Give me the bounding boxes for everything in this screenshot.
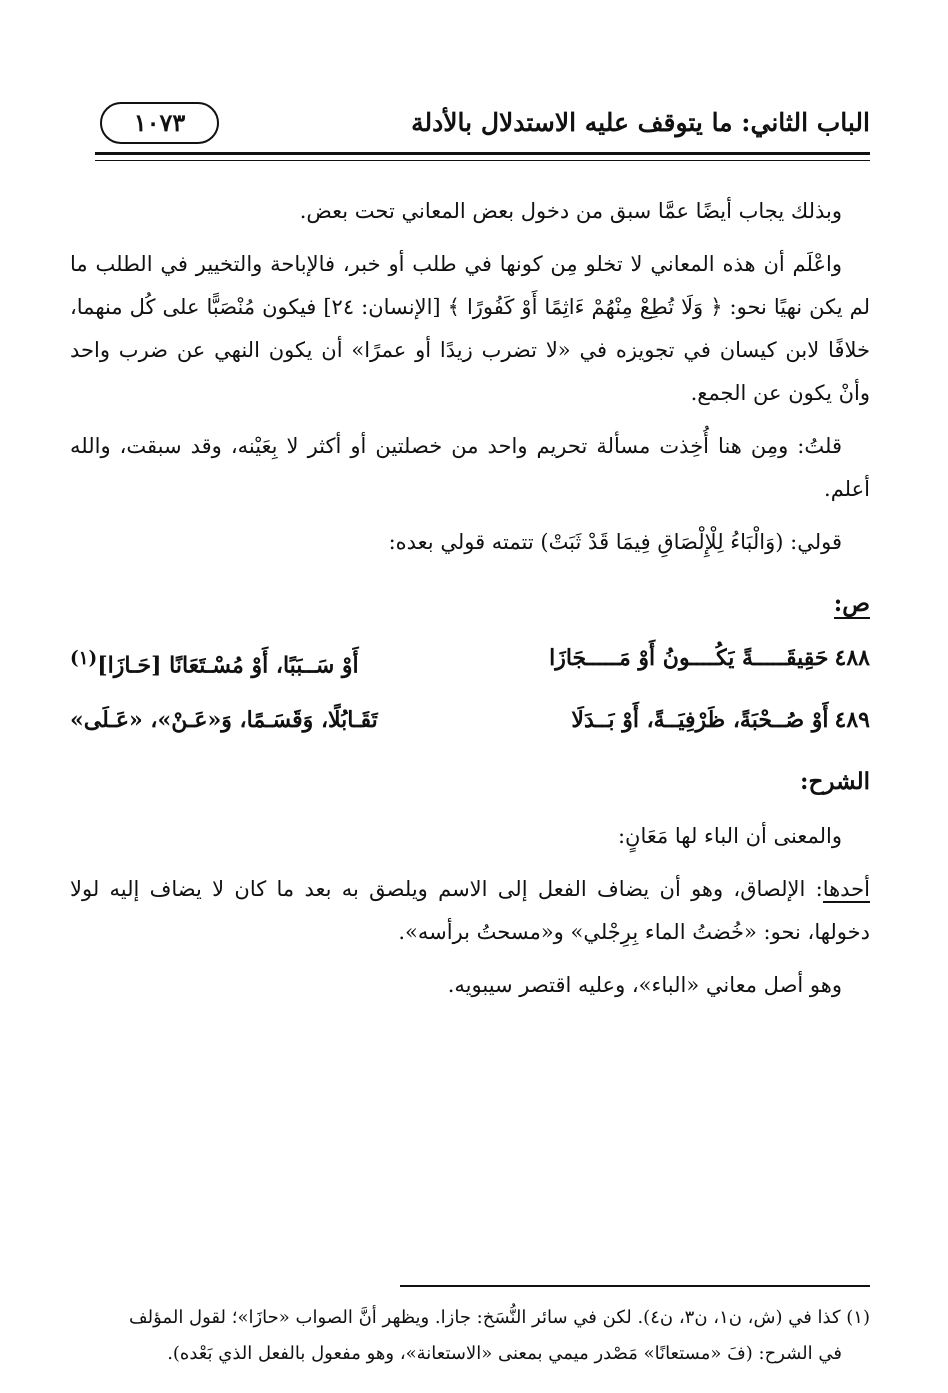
verse-489 (70, 699, 870, 742)
verse-488-right-text: حَقِيقَـــــةً يَكُــــونُ أَوْ مَـــــجَازَا (549, 645, 829, 671)
paragraph-4: قولي: (وَالْبَاءُ لِلْإِلْصَاقِ فِيمَا قَدْ ثَبَتْ) تتمته قولي بعده: (388, 530, 842, 554)
verse-489-right-text: أَوْ صُــحْبَةً، ظَرْفِيَــةً، أَوْ بَــدَلَا (571, 707, 829, 734)
sharh-label: الشرح: (800, 768, 870, 796)
paragraph-6-lead: أحدها (822, 877, 870, 902)
footnote-separator (400, 1285, 870, 1287)
text-label-word: ص: (833, 590, 870, 617)
verse-489-first-hemistich (571, 699, 870, 742)
footnote-ref-1: (١) (70, 648, 98, 669)
footnote-1-line-1: (١) كذا في (ش، ن١، ن٣، ن٤). لكن في سائر النُّسَخ: جازا. ويظهر أنَّ الصواب «حازَا»؛ لقول المؤلف (129, 1307, 870, 1328)
main-text (70, 190, 870, 1017)
verse-488 (70, 637, 870, 687)
paragraph-6 (70, 868, 870, 954)
chapter-title: الباب الثاني: ما يتوقف عليه الاستدلال بالأدلة (411, 108, 870, 137)
paragraph-6-rest: : الإلصاق، وهو أن يضاف الفعل إلى الاسم ويلصق به بعد ما كان لا يضاف إليه لولا دخولها، نحو: «خُضتُ الماء بِرِجْلي» و«مسحتُ برأسه». (70, 877, 870, 945)
paragraph-2: واعْلَم أن هذه المعاني لا تخلو مِن كونها في طلب أو خبر، فالإباحة والتخيير في الطلب ما لم يكن نهيًا نحو: ﴿ وَلَا تُطِعْ مِنْهُمْ ءَاثِمًا أَوْ كَفُورًا ﴾ [الإنسان: ٢٤] فيكون مُنْصَبًّا على كُل منهما، خلافًا لابن كيسان في تجويزه في «لا تضرب زيدًا أو عمرًا» أن يكون النهي عن ضرب واحد وأنْ يكون عن الجمع. (70, 252, 870, 405)
paragraph-3: قلتُ: ومِن هنا أُخِذت مسألة تحريم واحد من خصلتين أو أكثر لا بِعَيْنه، وقد سبقت، والله أعلم. (70, 434, 870, 501)
page (70, 100, 870, 1364)
paragraph-1: وبذلك يجاب أيضًا عمَّا سبق من دخول بعض المعاني تحت بعض. (299, 199, 842, 223)
running-header (70, 100, 870, 150)
footnotes (70, 1300, 870, 1372)
header-rule-thick (95, 152, 870, 155)
verse-488-second-hemistich (70, 637, 359, 687)
verse-488-first-hemistich (549, 637, 870, 687)
paragraph-7: وهو أصل معاني «الباء»، وعليه اقتصر سيبويه. (447, 973, 842, 998)
page-number: ١٠٧٣ (100, 102, 219, 144)
text-label (70, 582, 870, 625)
footnote-1-line-2: في الشرح: (فَ «مستعانًا» مَصْدر ميمي بمعنى «الاستعانة»، وهو مفعول بالفعل الذي بَعْده). (167, 1343, 842, 1364)
header-rule-thin (95, 160, 870, 161)
verse-489-number: ٤٨٩ (834, 707, 870, 734)
verse-489-left-text: تَقَـابُلًا، وَقَسَـمًا، وَ«عَـنْ»، «عَـلَى» (70, 707, 378, 734)
verse-488-left-text: أَوْ سَــبَبًا، أَوْ مُسْـتَعَانًا [حَـازَا] (97, 652, 359, 679)
verse-488-number: ٤٨٨ (834, 645, 870, 671)
paragraph-5: والمعنى أن الباء لها مَعَانٍ: (617, 824, 842, 849)
